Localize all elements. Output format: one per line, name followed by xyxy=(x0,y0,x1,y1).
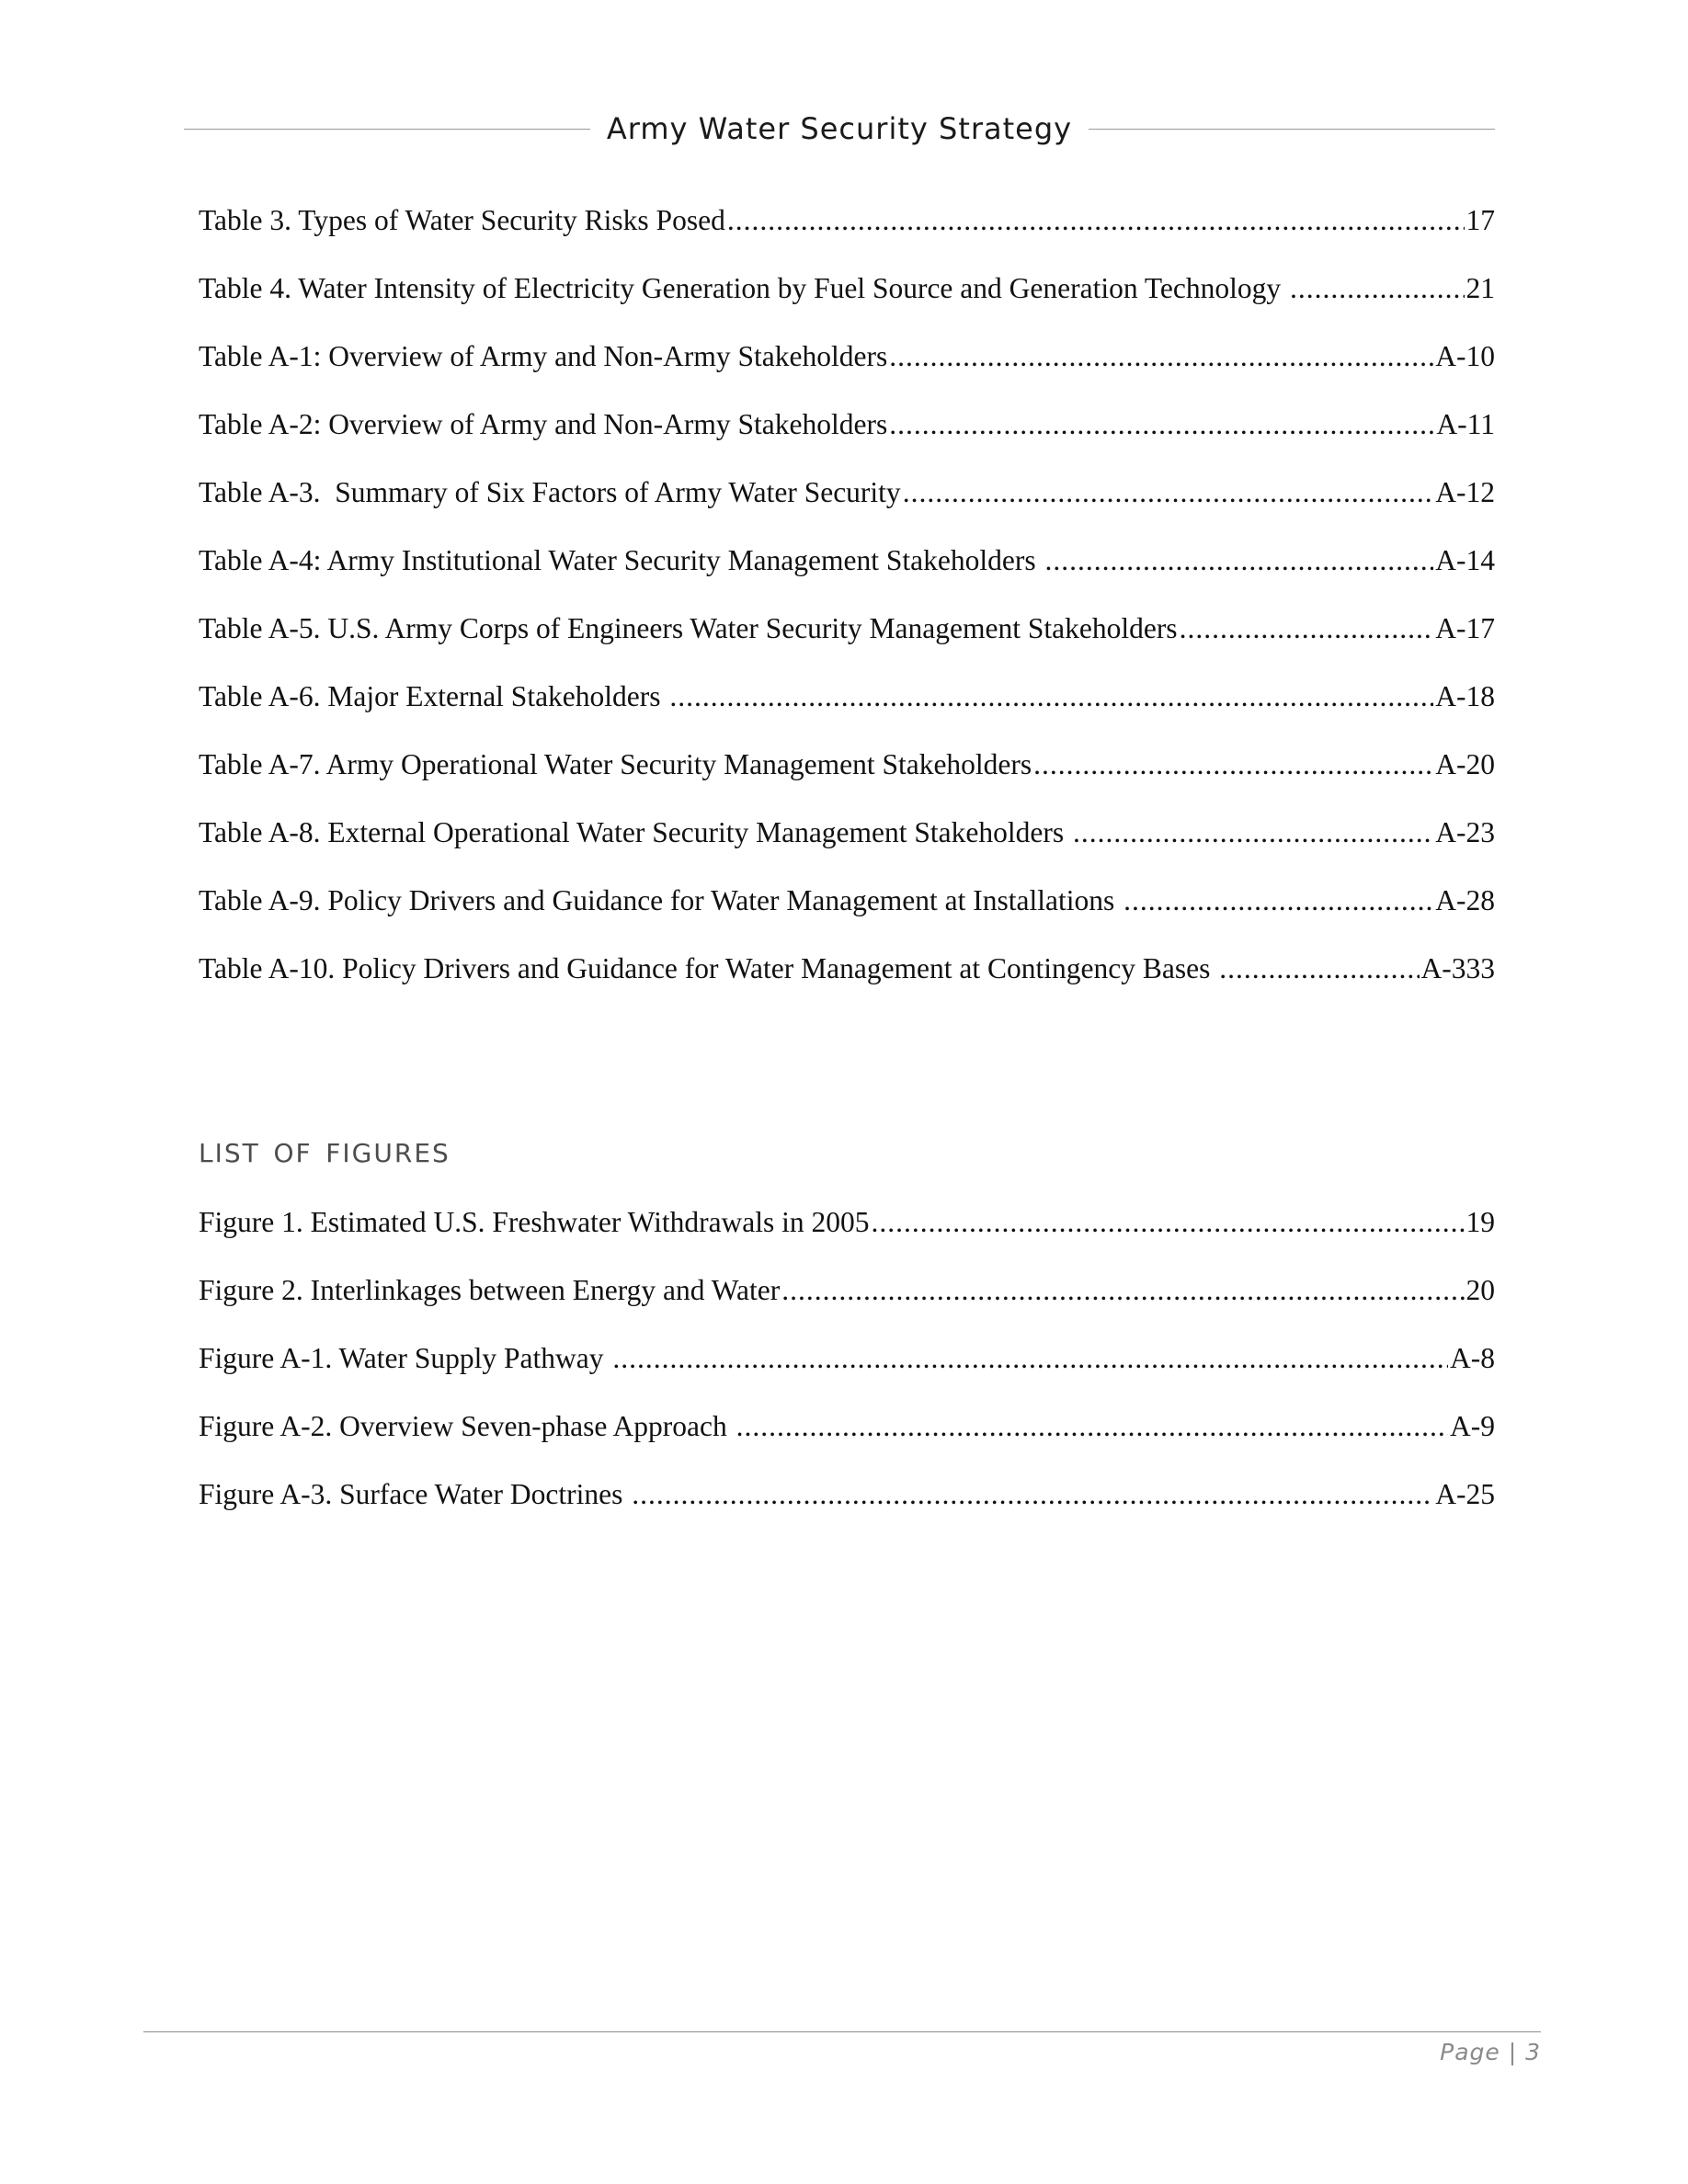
toc-entry-page: A-333 xyxy=(1420,952,1495,984)
toc-entry-table-4[interactable] xyxy=(199,270,1495,338)
dot-leader xyxy=(889,406,1434,443)
toc-entry-table-a-3[interactable] xyxy=(199,474,1495,542)
toc-entry-label: Table A-9. Policy Drivers and Guidance for Water Management at Installations xyxy=(199,884,1123,916)
toc-entry-label: Table A-3. Summary of Six Factors of Army Water Security xyxy=(199,476,901,508)
toc-entry-label: Table A-8. External Operational Water Security Management Stakeholders xyxy=(199,816,1071,848)
toc-entry-page: 20 xyxy=(1466,1274,1495,1306)
dot-leader xyxy=(889,338,1433,375)
toc-entry-page: A-25 xyxy=(1435,1478,1495,1510)
list-of-figures xyxy=(199,1204,1495,1544)
dot-leader xyxy=(1033,746,1433,783)
toc-entry-table-a-8[interactable] xyxy=(199,814,1495,882)
dot-leader xyxy=(903,474,1434,511)
toc-entry-page: 17 xyxy=(1466,204,1495,236)
toc-entry-page: A-12 xyxy=(1435,476,1495,508)
toc-entry-label: Table A-5. U.S. Army Corps of Engineers Water Security Management Stakeholders xyxy=(199,612,1178,644)
toc-entry-figure-a-3[interactable] xyxy=(199,1476,1495,1544)
toc-entry-table-a-6[interactable] xyxy=(199,678,1495,746)
dot-leader xyxy=(669,678,1433,715)
toc-entry-table-a-7[interactable] xyxy=(199,746,1495,814)
toc-entry-label: Table A-2: Overview of Army and Non-Army Stakeholders xyxy=(199,408,888,440)
dot-leader xyxy=(632,1476,1433,1513)
dot-leader xyxy=(727,202,1465,239)
dot-leader xyxy=(1219,950,1419,987)
toc-entry-page: A-11 xyxy=(1436,408,1495,440)
dot-leader xyxy=(872,1204,1465,1241)
toc-entry-page: A-8 xyxy=(1450,1342,1495,1374)
toc-entry-page: A-23 xyxy=(1435,816,1495,848)
toc-entry-label: Figure A-3. Surface Water Doctrines xyxy=(199,1478,631,1510)
toc-entry-page: A-9 xyxy=(1450,1410,1495,1442)
toc-entry-label: Table A-10. Policy Drivers and Guidance for Water Management at Contingency Bases xyxy=(199,952,1218,984)
dot-leader xyxy=(781,1272,1464,1309)
toc-entry-figure-a-2[interactable] xyxy=(199,1408,1495,1476)
toc-entry-figure-a-1[interactable] xyxy=(199,1340,1495,1408)
running-header xyxy=(184,103,1495,154)
toc-entry-label: Table A-7. Army Operational Water Security Management Stakeholders xyxy=(199,748,1032,780)
dot-leader xyxy=(612,1340,1448,1377)
header-rule-left xyxy=(184,129,590,130)
toc-entry-table-a-5[interactable] xyxy=(199,610,1495,678)
list-of-tables xyxy=(199,202,1495,1018)
toc-entry-label: Table 4. Water Intensity of Electricity Generation by Fuel Source and Generation Technology xyxy=(199,272,1289,304)
toc-entry-page: 21 xyxy=(1466,272,1495,304)
page-number: Page | 3 xyxy=(1440,2039,1541,2065)
toc-entry-table-a-9[interactable] xyxy=(199,882,1495,950)
toc-entry-page: A-20 xyxy=(1435,748,1495,780)
toc-entry-label: Table A-1: Overview of Army and Non-Army Stakeholders xyxy=(199,340,888,372)
toc-entry-page: A-28 xyxy=(1435,884,1495,916)
toc-entry-table-a-1[interactable] xyxy=(199,338,1495,406)
list-of-figures-heading: list of figures xyxy=(199,1129,451,1171)
toc-entry-label: Figure 1. Estimated U.S. Freshwater Withdrawals in 2005 xyxy=(199,1206,870,1238)
toc-entry-table-3[interactable] xyxy=(199,202,1495,270)
toc-entry-label: Table A-4: Army Institutional Water Security Management Stakeholders xyxy=(199,544,1044,576)
toc-entry-table-a-10[interactable] xyxy=(199,950,1495,1018)
document-title: Army Water Security Strategy xyxy=(606,111,1073,146)
toc-entry-figure-2[interactable] xyxy=(199,1272,1495,1340)
toc-entry-page: A-10 xyxy=(1435,340,1495,372)
dot-leader xyxy=(1123,882,1433,919)
footer-rule xyxy=(143,2031,1541,2032)
toc-entry-label: Figure 2. Interlinkages between Energy and Water xyxy=(199,1274,781,1306)
toc-entry-label: Figure A-1. Water Supply Pathway xyxy=(199,1342,611,1374)
toc-entry-figure-1[interactable] xyxy=(199,1204,1495,1272)
dot-leader xyxy=(1044,542,1433,579)
dot-leader xyxy=(1073,814,1433,851)
toc-entry-label: Figure A-2. Overview Seven-phase Approach xyxy=(199,1410,735,1442)
header-rule-right xyxy=(1089,129,1495,130)
toc-entry-page: A-14 xyxy=(1435,544,1495,576)
toc-entry-label: Table A-6. Major External Stakeholders xyxy=(199,680,668,712)
toc-entry-table-a-4[interactable] xyxy=(199,542,1495,610)
toc-entry-page: 19 xyxy=(1466,1206,1495,1238)
dot-leader xyxy=(1290,270,1464,307)
toc-entry-page: A-17 xyxy=(1435,612,1495,644)
dot-leader xyxy=(1180,610,1434,647)
dot-leader xyxy=(736,1408,1448,1445)
toc-entry-table-a-2[interactable] xyxy=(199,406,1495,474)
toc-entry-label: Table 3. Types of Water Security Risks Posed xyxy=(199,204,725,236)
toc-entry-page: A-18 xyxy=(1435,680,1495,712)
